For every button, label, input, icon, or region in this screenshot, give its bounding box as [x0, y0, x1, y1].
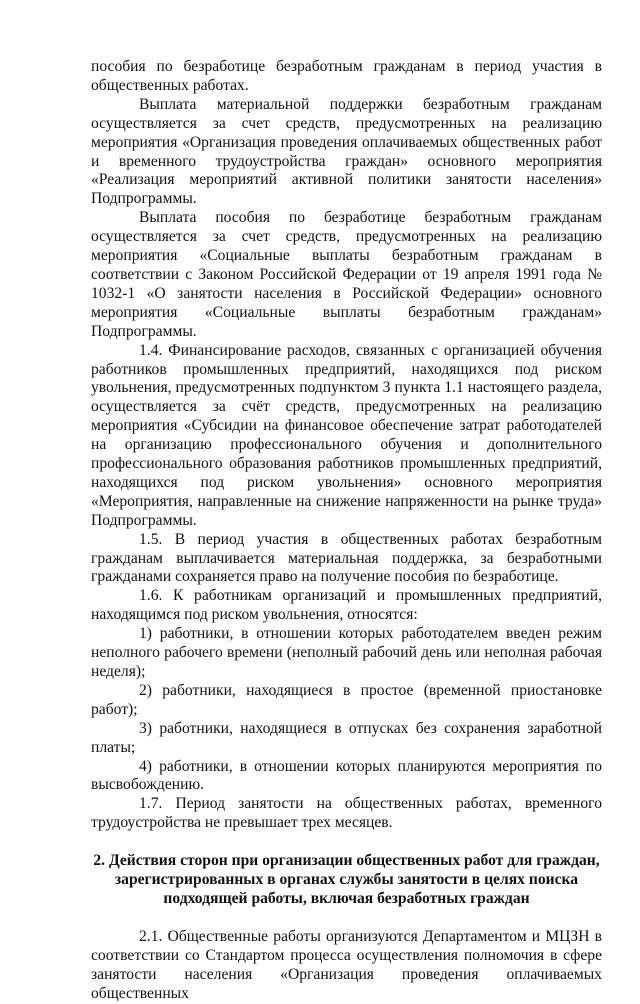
paragraph-material-support: Выплата материальной поддержки безработным гражданам осуществляется за счет средств, предусмотренных на реализацию мероприятия «Организация проведения оплачиваемых общественных работ и временного трудоустройства граждан» основного мероприятия «Реализация мероприятий активной политики занятости населения» Подпрограммы. — [91, 95, 602, 208]
paragraph-unemployment-benefit: Выплата пособия по безработице безработным гражданам осуществляется за счет средств, предусмотренных на реализацию мероприятия «Социальные выплаты безработным гражданам в соответствии с Законом Российской Федерации от 19 апреля 1991 года № 1032-1 «О занятости населения в Российской Федерации» основного мероприятия «Социальные выплаты безработным гражданам» Подпрограммы. — [91, 209, 602, 340]
paragraph-2-1: 2.1. Общественные работы организуются Департаментом и МЦЗН в соответствии со Стандартом процесса осуществления полномочия в сфере занятости населения «Организация проведения оплачиваемых общественных — [91, 927, 602, 1002]
list-item-1: 1) работники, в отношении которых работодателем введен режим неполного рабочего времени (неполный рабочий день или неполная рабочая неделя); — [91, 625, 602, 680]
paragraph-1-7: 1.7. Период занятости на общественных работах, временного трудоустройства не превышает трех месяцев. — [91, 795, 602, 832]
section-heading: 2. Действия сторон при организации общественных работ для граждан, зарегистрированных в органах службы занятости в целях поиска подходящей работы, включая безработных граждан — [93, 852, 600, 907]
paragraph-continuation: пособия по безработице безработным гражданам в период участия в общественных работах. — [91, 58, 602, 94]
paragraph-1-5: 1.5. В период участия в общественных работах безработным гражданам выплачивается материальная поддержка, за безработными гражданами сохраняется право на получение пособия по безработице. — [91, 530, 602, 586]
list-item-3: 3) работники, находящиеся в отпусках без сохранения заработной платы; — [91, 719, 602, 756]
list-item-4: 4) работники, в отношении которых планируются мероприятия по высвобождению. — [91, 757, 602, 794]
list-item-2: 2) работники, находящиеся в простое (временной приостановке работ); — [91, 681, 602, 718]
paragraph-1-6: 1.6. К работникам организаций и промышленных предприятий, находящимся под риском увольнения, относятся: — [91, 587, 602, 624]
document-page — [91, 58, 602, 1004]
paragraph-1-4: 1.4. Финансирование расходов, связанных с организацией обучения работников промышленных предприятий, находящихся под риском увольнения, предусмотренных подпунктом 3 пункта 1.1 настоящего раздела, осуществляется за счёт средств, предусмотренных на реализацию мероприятия «Субсидии на финансовое обеспечение затрат работодателей на организацию профессионального обучения и дополнительного профессионального образования работников промышленных предприятий, находящихся под риском увольнения» основного мероприятия «Мероприятия, направленные на снижение напряженности на рынке труда» Подпрограммы. — [91, 341, 602, 529]
